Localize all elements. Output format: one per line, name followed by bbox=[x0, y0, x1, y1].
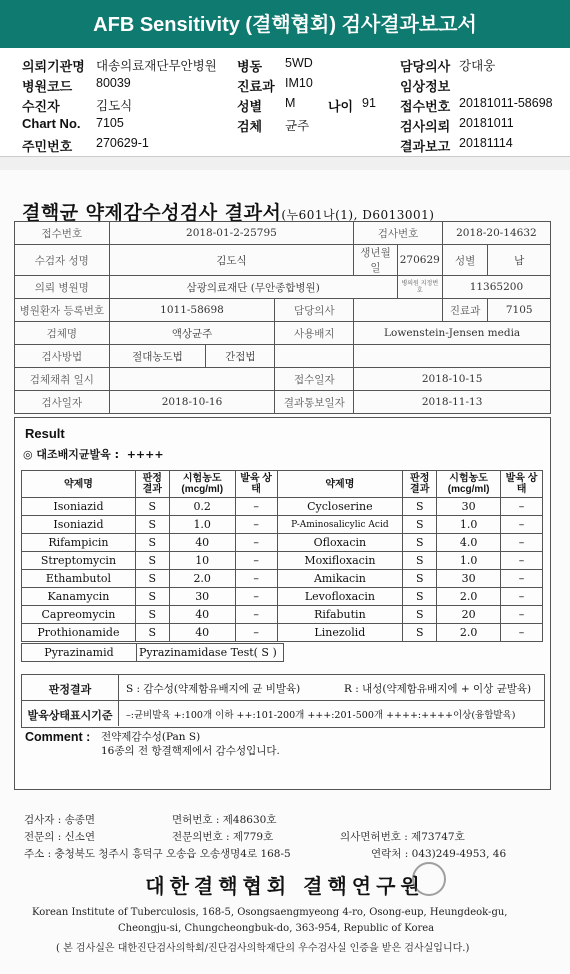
drug-name: Cycloserine bbox=[277, 498, 403, 516]
control-media-value: ++++ bbox=[126, 448, 164, 461]
growth: – bbox=[501, 534, 543, 552]
patient-info-panel bbox=[0, 48, 570, 156]
table-row bbox=[15, 345, 551, 368]
info-value: 91 bbox=[362, 96, 376, 110]
comment-line: 전약제감수성(Pan S) bbox=[101, 731, 201, 743]
table-row bbox=[15, 299, 551, 322]
address: 주소 : 충청북도 청주시 흥덕구 오송읍 오송생명4로 168-5 bbox=[24, 848, 291, 860]
concentration: 30 bbox=[437, 498, 501, 516]
column-header: 시험농도 (mcg/ml) bbox=[169, 471, 235, 498]
field-label: 검체채취 일시 bbox=[15, 368, 110, 391]
field-value: 7105 bbox=[488, 299, 551, 322]
info-label: 병원코드 bbox=[22, 79, 73, 94]
field-label: 검체명 bbox=[15, 322, 110, 345]
field-label: 성별 bbox=[442, 245, 488, 276]
field-label: 의뢰 병원명 bbox=[15, 276, 110, 299]
concentration: 40 bbox=[169, 534, 235, 552]
table-row bbox=[15, 222, 551, 245]
judgement: S bbox=[403, 570, 437, 588]
concentration: 2.0 bbox=[437, 624, 501, 642]
growth-legend-row bbox=[22, 701, 544, 726]
table-row bbox=[22, 570, 543, 588]
growth: – bbox=[235, 624, 277, 642]
column-header: 약제명 bbox=[22, 471, 136, 498]
institute-name: 대한결핵협회 결핵연구원 bbox=[145, 874, 425, 898]
control-media-growth bbox=[23, 446, 164, 462]
result-title: Result bbox=[25, 426, 65, 441]
concentration: 2.0 bbox=[437, 588, 501, 606]
info-label: 결과보고 bbox=[400, 139, 451, 154]
field-value bbox=[109, 368, 275, 391]
official-seal bbox=[412, 862, 446, 896]
judgement: S bbox=[403, 606, 437, 624]
field-value: 액상균주 bbox=[109, 322, 275, 345]
doctor-license-number: 의사면허번호 : 제73747호 bbox=[340, 831, 465, 843]
judgement: S bbox=[135, 516, 169, 534]
field-value: 270629 bbox=[397, 245, 442, 276]
column-header: 시험농도 (mcg/ml) bbox=[437, 471, 501, 498]
drug-name: P-Aminosalicylic Acid bbox=[277, 516, 403, 534]
drug-name: Capreomycin bbox=[22, 606, 136, 624]
table-row bbox=[22, 644, 284, 662]
certification-note: ( 본 검사실은 대한진단검사의학회/진단검사의학재단의 우수검사실 인증을 받은 검사실입니다.) bbox=[56, 943, 470, 954]
examiner: 검사자 : 송종면 bbox=[24, 814, 96, 826]
report-header bbox=[0, 0, 570, 48]
control-media-label: ◎ 대조배지균발육 : bbox=[23, 448, 120, 461]
info-label: Chart No. bbox=[22, 116, 81, 131]
growth: – bbox=[235, 552, 277, 570]
column-header: 약제명 bbox=[277, 471, 403, 498]
growth-label: 발육상태표시기준 bbox=[27, 710, 113, 722]
growth: – bbox=[501, 516, 543, 534]
info-value: M bbox=[285, 96, 296, 110]
info-value: 20181011-58698 bbox=[459, 96, 553, 110]
info-value: 80039 bbox=[96, 76, 131, 90]
judgement: S bbox=[135, 534, 169, 552]
field-value: 삼광의료재단 (무안종합병원) bbox=[109, 276, 397, 299]
section-divider bbox=[0, 156, 570, 171]
table-row bbox=[15, 368, 551, 391]
judgement: S bbox=[403, 624, 437, 642]
judgement-legend-row bbox=[22, 675, 544, 701]
growth: – bbox=[235, 588, 277, 606]
field-value: 2018-11-13 bbox=[354, 391, 551, 414]
concentration: 0.2 bbox=[169, 498, 235, 516]
field-value: Lowenstein-Jensen media bbox=[354, 322, 551, 345]
field-label: 검사일자 bbox=[15, 391, 110, 414]
comment-line: 16종의 전 항결핵제에서 감수성입니다. bbox=[101, 745, 280, 757]
table-row bbox=[15, 391, 551, 414]
comment-text bbox=[101, 730, 280, 758]
judgement: S bbox=[135, 498, 169, 516]
field-label: 접수일자 bbox=[275, 368, 354, 391]
judgement: S bbox=[135, 606, 169, 624]
field-value: 2018-10-16 bbox=[109, 391, 275, 414]
growth-definition: –:균비발육 +:100개 이하 ++:101-200개 +++:201-500개 ++++:++++이상(융합발육) bbox=[126, 710, 516, 721]
growth: – bbox=[501, 588, 543, 606]
table-row bbox=[22, 498, 543, 516]
judgement: S bbox=[403, 534, 437, 552]
field-value: 2018-10-15 bbox=[354, 368, 551, 391]
document-title-text: 결핵균 약제감수성검사 결과서 bbox=[22, 202, 282, 224]
growth: – bbox=[235, 570, 277, 588]
info-value: IM10 bbox=[285, 76, 313, 90]
info-label: 수진자 bbox=[22, 99, 60, 114]
drug-sensitivity-table bbox=[21, 470, 543, 642]
pyrazinamid-row bbox=[21, 643, 284, 662]
table-header-row bbox=[22, 471, 543, 498]
info-label: 주민번호 bbox=[22, 139, 73, 154]
field-value: 김도식 bbox=[109, 245, 354, 276]
growth: – bbox=[501, 624, 543, 642]
drug-name: Moxifloxacin bbox=[277, 552, 403, 570]
concentration: 10 bbox=[169, 552, 235, 570]
concentration: 1.0 bbox=[169, 516, 235, 534]
drug-name: Levofloxacin bbox=[277, 588, 403, 606]
field-label: 진료과 bbox=[442, 299, 488, 322]
growth: – bbox=[501, 570, 543, 588]
table-row bbox=[22, 624, 543, 642]
drug-name: Rifabutin bbox=[277, 606, 403, 624]
info-label: 검체 bbox=[237, 119, 263, 134]
drug-name: Ethambutol bbox=[22, 570, 136, 588]
judgement: S bbox=[403, 516, 437, 534]
concentration: 30 bbox=[169, 588, 235, 606]
concentration: 40 bbox=[169, 624, 235, 642]
growth: – bbox=[501, 552, 543, 570]
info-value: 균주 bbox=[285, 119, 310, 133]
concentration: 20 bbox=[437, 606, 501, 624]
column-header: 발육 상태 bbox=[235, 471, 277, 498]
field-label: 병원환자 등록번호 bbox=[15, 299, 110, 322]
field-value: 절대농도법 bbox=[109, 345, 206, 368]
table-row bbox=[22, 606, 543, 624]
growth: – bbox=[501, 606, 543, 624]
info-label: 진료과 bbox=[237, 79, 275, 94]
info-label: 성별 bbox=[237, 99, 263, 114]
drug-name: Pyrazinamid bbox=[22, 644, 137, 662]
specialist-number: 전문의번호 : 제779호 bbox=[172, 831, 274, 843]
concentration: 30 bbox=[437, 570, 501, 588]
field-label: 생년월일 bbox=[354, 245, 398, 276]
info-label: 임상정보 bbox=[400, 79, 451, 94]
field-label: 수검자 성명 bbox=[15, 245, 110, 276]
field-value: 2018-20-14632 bbox=[442, 222, 550, 245]
table-row bbox=[22, 588, 543, 606]
info-label: 나이 bbox=[328, 99, 354, 114]
table-row bbox=[15, 245, 551, 276]
info-label: 의뢰기관명 bbox=[22, 59, 85, 74]
judgement: S bbox=[403, 498, 437, 516]
judgement-label: 판정결과 bbox=[48, 684, 92, 696]
concentration: 1.0 bbox=[437, 516, 501, 534]
drug-name: Rifampicin bbox=[22, 534, 136, 552]
info-value: 김도식 bbox=[96, 99, 133, 113]
table-row bbox=[22, 534, 543, 552]
field-label: 사용배지 bbox=[275, 322, 354, 345]
column-header: 판정 결과 bbox=[403, 471, 437, 498]
info-value: 강대웅 bbox=[459, 59, 496, 73]
pyrazinamidase-result: Pyrazinamidase Test( S ) bbox=[137, 644, 284, 662]
table-row bbox=[22, 516, 543, 534]
comment-label: Comment : bbox=[25, 730, 91, 744]
judgement: S bbox=[135, 552, 169, 570]
growth: – bbox=[501, 498, 543, 516]
table-row bbox=[15, 322, 551, 345]
info-value: 20181114 bbox=[459, 136, 513, 150]
info-label: 병동 bbox=[237, 59, 263, 74]
resistant-definition: R : 내성(약제함유배지에 + 이상 균발육) bbox=[344, 683, 532, 695]
judgement-legend bbox=[21, 674, 545, 728]
field-value: 간접법 bbox=[206, 345, 275, 368]
specialist: 전문의 : 신소연 bbox=[24, 831, 96, 843]
result-section bbox=[14, 417, 551, 790]
drug-name: Isoniazid bbox=[22, 516, 136, 534]
drug-name: Prothionamide bbox=[22, 624, 136, 642]
info-value: 7105 bbox=[96, 116, 124, 130]
field-value: 1011-58698 bbox=[109, 299, 275, 322]
judgement: S bbox=[135, 588, 169, 606]
table-row bbox=[15, 276, 551, 299]
concentration: 2.0 bbox=[169, 570, 235, 588]
drug-name: Streptomycin bbox=[22, 552, 136, 570]
field-label: 병의원 지정번호 bbox=[397, 276, 442, 299]
judgement: S bbox=[135, 624, 169, 642]
license-number: 면허번호 : 제48630호 bbox=[172, 814, 277, 826]
judgement: S bbox=[403, 588, 437, 606]
concentration: 4.0 bbox=[437, 534, 501, 552]
info-label: 접수번호 bbox=[400, 99, 451, 114]
info-value: 대송의료재단무안병원 bbox=[96, 59, 217, 73]
field-label: 담당의사 bbox=[275, 299, 354, 322]
info-value: 20181011 bbox=[459, 116, 514, 130]
growth: – bbox=[235, 534, 277, 552]
report-title: AFB Sensitivity (결핵협회) 검사결과보고서 bbox=[93, 14, 477, 36]
institute-address-en: Korean Institute of Tuberculosis, 168-5, Osongsaengmyeong 4-ro, Osong-eup, Heungdeok-gu, bbox=[32, 907, 508, 918]
drug-name: Amikacin bbox=[277, 570, 403, 588]
column-header: 판정 결과 bbox=[135, 471, 169, 498]
field-value bbox=[354, 299, 443, 322]
drug-name: Isoniazid bbox=[22, 498, 136, 516]
field-value: 2018-01-2-25795 bbox=[109, 222, 354, 245]
info-label: 검사의뢰 bbox=[400, 119, 451, 134]
judgement: S bbox=[135, 570, 169, 588]
growth: – bbox=[235, 606, 277, 624]
drug-name: Linezolid bbox=[277, 624, 403, 642]
field-label: 검사방법 bbox=[15, 345, 110, 368]
growth: – bbox=[235, 498, 277, 516]
concentration: 1.0 bbox=[437, 552, 501, 570]
growth: – bbox=[235, 516, 277, 534]
field-label: 접수번호 bbox=[15, 222, 110, 245]
info-label: 담당의사 bbox=[400, 59, 451, 74]
table-row bbox=[22, 552, 543, 570]
field-value: 11365200 bbox=[442, 276, 550, 299]
drug-name: Ofloxacin bbox=[277, 534, 403, 552]
contact: 연락처 : 043)249-4953, 46 bbox=[371, 848, 507, 860]
institute-address-en: Cheongju-si, Chungcheongbuk-do, 363-954, Republic of Korea bbox=[118, 923, 435, 934]
field-label: 검사번호 bbox=[354, 222, 443, 245]
drug-name: Kanamycin bbox=[22, 588, 136, 606]
column-header: 발육 상태 bbox=[501, 471, 543, 498]
document-code: (누601나(1), D6013001) bbox=[281, 208, 435, 222]
susceptible-definition: S : 감수성(약제함유배지에 균 비발육) bbox=[126, 683, 301, 695]
info-value: 270629-1 bbox=[96, 136, 149, 150]
concentration: 40 bbox=[169, 606, 235, 624]
judgement: S bbox=[403, 552, 437, 570]
field-value: 남 bbox=[488, 245, 551, 276]
specimen-info-table bbox=[14, 221, 551, 414]
info-value: 5WD bbox=[285, 56, 313, 70]
field-label: 결과통보일자 bbox=[275, 391, 354, 414]
